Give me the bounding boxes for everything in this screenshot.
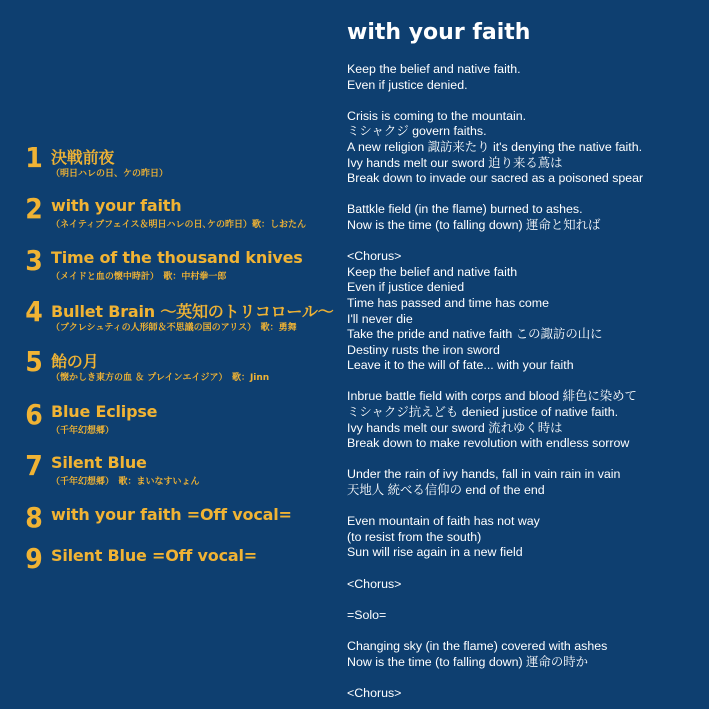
lyric-line: <Chorus> (347, 576, 402, 591)
lyric-line: Under the rain of ivy hands, fall in vain rain in vain (347, 467, 621, 482)
lyric-line: Ivy hands melt our sword 流れゆく時は (347, 420, 563, 435)
lyric-line (347, 452, 709, 468)
track-title: Time of the thousand knives (51, 248, 303, 267)
lyric-line: Inbrue battle field with corps and blood 緋色に染めて (347, 389, 637, 404)
lyric-line: Sun will rise again in a new field (347, 545, 523, 560)
track-title: Silent Blue =Off vocal= (51, 546, 257, 565)
lyric-line: <Chorus> (347, 685, 402, 700)
track-subtitle: （ブクレシュティの人形師＆不思議の国のアリス） 歌：勇舞 (51, 323, 297, 333)
lyric-line (347, 93, 709, 109)
track-subtitle: （千年幻想郷） (51, 426, 115, 436)
track-number: 8 (25, 501, 43, 534)
track-subtitle: （千年幻想郷） 歌：まいなすいょん (51, 477, 200, 487)
track-number: 3 (25, 244, 43, 277)
lyric-line (347, 187, 709, 203)
lyric-line: <Chorus> (347, 249, 402, 264)
lyric-line: Even if justice denied. (347, 77, 468, 92)
track-title: Blue Eclipse (51, 402, 158, 421)
lyric-line (347, 592, 709, 608)
lyric-line: Crisis is coming to the mountain. (347, 108, 527, 123)
lyric-line (347, 670, 709, 686)
lyric-line: Now is the time (to falling down) 運命と知れば (347, 217, 601, 232)
track-number: 7 (25, 449, 43, 482)
lyric-line (347, 374, 709, 390)
track-number: 4 (25, 295, 43, 328)
lyric-line: Keep the belief and native faith. (347, 62, 521, 76)
lyric-line: A new religion 諏訪来たり it's denying the native faith. (347, 139, 643, 154)
lyric-line: 天地人 統べる信仰の end of the end (347, 483, 545, 498)
track-subtitle: （懐かしき東方の血 ＆ プレインエイジア） 歌：Jinn (51, 373, 270, 383)
lyric-line (347, 499, 709, 515)
lyric-line (347, 234, 709, 250)
lyrics-title: with your faith (347, 20, 531, 45)
track-title: with your faith =Off vocal= (51, 505, 292, 524)
lyric-line: Break down to invade our sacred as a poisoned spear (347, 171, 644, 186)
lyric-line (347, 561, 709, 577)
lyric-line: ミシャクジ govern faiths. (347, 124, 487, 139)
lyric-line: Time has passed and time has come (347, 295, 550, 310)
track-subtitle: （メイドと血の懐中時計） 歌：中村拳一郎 (51, 272, 227, 282)
lyric-line: Now is the time (to falling down) 運命の時か (347, 654, 589, 669)
track-title: Bullet Brain 〜英知のトリコロール〜 (51, 302, 334, 321)
track-title: Silent Blue (51, 453, 147, 472)
lyric-line: Ivy hands melt our sword 迫り来る蔦は (347, 155, 563, 170)
track-number: 5 (25, 345, 43, 378)
lyric-line: Take the pride and native faith この諏訪の山に (347, 327, 603, 342)
track-title: 決戦前夜 (51, 148, 115, 167)
track-subtitle: （明日ハレの日、ケの昨日） (51, 169, 169, 179)
lyric-line: Leave it to the will of fate... with your faith (347, 358, 574, 373)
lyric-line: ミシャクジ抗えども denied justice of native faith. (347, 405, 619, 420)
lyric-line: (to resist from the south) (347, 529, 482, 544)
lyric-line: Destiny rusts the iron sword (347, 342, 500, 357)
track-title: 飴の月 (51, 352, 99, 371)
lyric-line: I'll never die (347, 311, 413, 326)
track-number: 9 (25, 542, 43, 575)
lyric-line: Battkle field (in the flame) burned to ashes. (347, 202, 583, 217)
track-title: with your faith (51, 196, 182, 215)
lyrics-body (347, 62, 709, 701)
track-number: 1 (25, 141, 43, 174)
lyric-line: Keep the belief and native faith (347, 264, 518, 279)
lyric-line: Break down to make revolution with endless sorrow (347, 436, 630, 451)
lyric-line (347, 623, 709, 639)
lyric-line: Even if justice denied (347, 280, 465, 295)
lyric-line: Changing sky (in the flame) covered with ashes (347, 638, 608, 653)
lyric-line: =Solo= (347, 607, 387, 622)
track-number: 2 (25, 192, 43, 225)
track-number: 6 (25, 398, 43, 431)
lyric-line: Even mountain of faith has not way (347, 514, 540, 529)
track-subtitle: （ネイティブフェイス＆明日ハレの日､ケの昨日）歌：しおたん (51, 220, 307, 230)
